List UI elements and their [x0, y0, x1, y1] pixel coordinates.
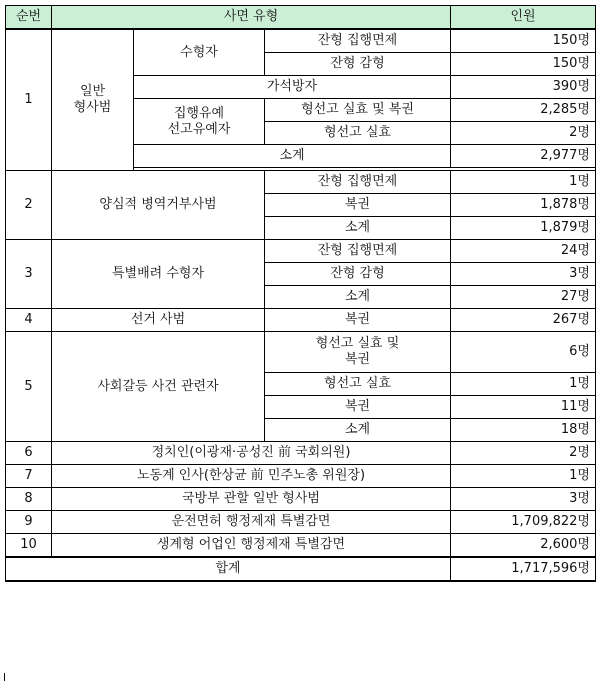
- table-row: [6, 465, 596, 488]
- row2-b: 복권: [265, 194, 451, 217]
- row4-label: 선거 사범: [52, 309, 265, 332]
- table-row: [6, 488, 596, 511]
- pardon-table: [5, 5, 596, 582]
- row3-a: 잔형 집행면제: [265, 240, 451, 263]
- table-row: [6, 534, 596, 558]
- table-row: [6, 29, 596, 53]
- row1-sub1-b-count: 150명: [451, 53, 596, 76]
- row1-sub1: 수형자: [134, 29, 265, 76]
- row4-no: 4: [6, 309, 52, 332]
- row2-no: 2: [6, 171, 52, 240]
- row5-no: 5: [6, 332, 52, 442]
- row1-sub3-a: 형선고 실효 및 복권: [265, 99, 451, 122]
- row9-no: 9: [6, 511, 52, 534]
- row8-label: 국방부 관할 일반 형사범: [52, 488, 451, 511]
- header-type: 사면 유형: [52, 6, 451, 30]
- row1-sub1-a-count: 150명: [451, 29, 596, 53]
- row5-c-count: 11명: [451, 396, 596, 419]
- row1-subtotal-count: 2,977명: [451, 145, 596, 168]
- table-row: [6, 442, 596, 465]
- row3-b: 잔형 감형: [265, 263, 451, 286]
- row1-sub3: [134, 99, 265, 145]
- row1-sub3-b-count: 2명: [451, 122, 596, 145]
- row3-b-count: 3명: [451, 263, 596, 286]
- row3-a-count: 24명: [451, 240, 596, 263]
- row1-category-line1: 일반: [79, 84, 106, 99]
- row1-sub3-a-count: 2,285명: [451, 99, 596, 122]
- page-edge-mark: [4, 673, 5, 681]
- row2-a: 잔형 집행면제: [265, 171, 451, 194]
- row5-label: 사회갈등 사건 관련자: [52, 332, 265, 442]
- row5-a: [265, 332, 451, 373]
- row2-label: 양심적 병역거부사범: [52, 171, 265, 240]
- row5-subtotal-count: 18명: [451, 419, 596, 442]
- row2-a-count: 1명: [451, 171, 596, 194]
- row5-b-count: 1명: [451, 373, 596, 396]
- row3-no: 3: [6, 240, 52, 309]
- row1-no: 1: [6, 29, 52, 171]
- row1-sub1-b: 잔형 감형: [265, 53, 451, 76]
- row2-subtotal-count: 1,879명: [451, 217, 596, 240]
- row3-subtotal-count: 27명: [451, 286, 596, 309]
- row5-c: 복권: [265, 396, 451, 419]
- row1-parole: 가석방자: [134, 76, 451, 99]
- row5-subtotal: 소계: [265, 419, 451, 442]
- header-no: 순번: [6, 6, 52, 30]
- table-row: [6, 240, 596, 263]
- header-count: 인원: [451, 6, 596, 30]
- row4-a: 복권: [265, 309, 451, 332]
- row3-label: 특별배려 수형자: [52, 240, 265, 309]
- row7-count: 1명: [451, 465, 596, 488]
- row6-label: 정치인(이광재·공성진 前 국회의원): [52, 442, 451, 465]
- row1-category-line2: 형사범: [73, 100, 112, 115]
- row10-count: 2,600명: [451, 534, 596, 558]
- table-row: [6, 309, 596, 332]
- row6-count: 2명: [451, 442, 596, 465]
- total-label: 합계: [6, 557, 451, 581]
- row1-sub1-a: 잔형 집행면제: [265, 29, 451, 53]
- row1-parole-count: 390명: [451, 76, 596, 99]
- row10-label: 생계형 어업인 행정제재 특별감면: [52, 534, 451, 558]
- row5-a-count: 6명: [451, 332, 596, 373]
- row2-subtotal: 소계: [265, 217, 451, 240]
- row6-no: 6: [6, 442, 52, 465]
- row9-label: 운전면허 행정제재 특별감면: [52, 511, 451, 534]
- row5-b: 형선고 실효: [265, 373, 451, 396]
- header-row: [6, 6, 596, 30]
- row7-no: 7: [6, 465, 52, 488]
- row1-sub3-line2: 선고유예자: [167, 121, 231, 137]
- row7-label: 노동계 인사(한상균 前 민주노총 위원장): [52, 465, 451, 488]
- total-row: [6, 557, 596, 581]
- row5-a-line2: 복권: [344, 352, 371, 367]
- table-row: [6, 511, 596, 534]
- total-count: 1,717,596명: [451, 557, 596, 581]
- row5-a-line1: 형선고 실효 및: [315, 336, 400, 351]
- row1-category: [52, 29, 134, 171]
- row1-subtotal: 소계: [134, 145, 451, 168]
- row10-no: 10: [6, 534, 52, 558]
- row9-count: 1,709,822명: [451, 511, 596, 534]
- row1-sub3-line1: 집행유예: [173, 105, 225, 121]
- table-row: [6, 171, 596, 194]
- table-row: [6, 332, 596, 373]
- row2-b-count: 1,878명: [451, 194, 596, 217]
- row8-no: 8: [6, 488, 52, 511]
- row3-subtotal: 소계: [265, 286, 451, 309]
- row8-count: 3명: [451, 488, 596, 511]
- row1-sub3-b: 형선고 실효: [265, 122, 451, 145]
- row4-a-count: 267명: [451, 309, 596, 332]
